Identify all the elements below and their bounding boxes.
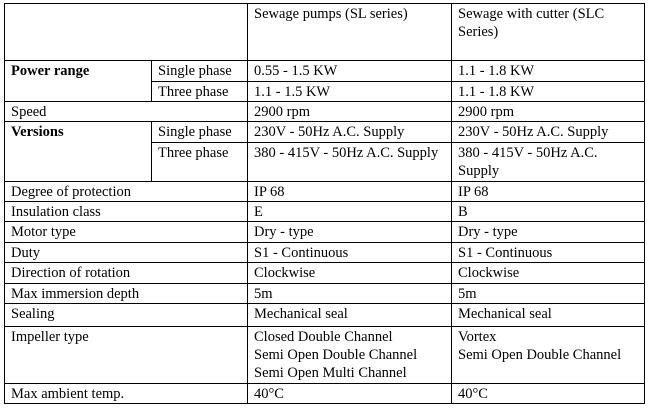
header-empty-cell — [5, 4, 248, 61]
power-three-phase-label: Three phase — [152, 82, 248, 102]
immersion-slc-value: 5m — [452, 284, 645, 304]
speed-sl-value: 2900 rpm — [248, 102, 452, 122]
power-single-phase-label: Single phase — [152, 61, 248, 82]
power-single-sl-value: 0.55 - 1.5 KW — [248, 61, 452, 82]
impeller-slc-line: Vortex — [458, 329, 497, 345]
immersion-row — [5, 284, 645, 304]
duty-slc-value: S1 - Continuous — [452, 243, 645, 263]
power-three-slc-value: 1.1 - 1.8 KW — [452, 82, 645, 102]
impeller-label: Impeller type — [5, 327, 248, 384]
duty-row — [5, 243, 645, 263]
duty-sl-value: S1 - Continuous — [248, 243, 452, 263]
header-slc-series: Sewage with cutter (SLC Series) — [452, 4, 645, 61]
power-range-single-row — [5, 61, 645, 82]
protection-slc-value: IP 68 — [452, 182, 645, 202]
power-single-slc-value: 1.1 - 1.8 KW — [452, 61, 645, 82]
speed-label: Speed — [5, 102, 248, 122]
impeller-sl-line: Closed Double Channel — [254, 329, 393, 345]
power-three-sl-value: 1.1 - 1.5 KW — [248, 82, 452, 102]
impeller-sl-line: Semi Open Multi Channel — [254, 365, 407, 381]
ambient-slc-value: 40°C — [452, 384, 645, 404]
sealing-label: Sealing — [5, 304, 248, 327]
spec-table — [4, 3, 645, 404]
rotation-row — [5, 263, 645, 284]
impeller-sl-cell — [248, 327, 452, 384]
versions-single-phase-label: Single phase — [152, 122, 248, 143]
impeller-slc-cell — [452, 327, 645, 384]
speed-slc-value: 2900 rpm — [452, 102, 645, 122]
ambient-row — [5, 384, 645, 404]
protection-label: Degree of protection — [5, 182, 248, 202]
ambient-label: Max ambient temp. — [5, 384, 248, 404]
protection-row — [5, 182, 645, 202]
immersion-label: Max immersion depth — [5, 284, 248, 304]
immersion-sl-value: 5m — [248, 284, 452, 304]
insulation-label: Insulation class — [5, 202, 248, 222]
sealing-sl-value: Mechanical seal — [248, 304, 452, 327]
versions-single-row — [5, 122, 645, 143]
header-row — [5, 4, 645, 61]
impeller-row — [5, 327, 645, 384]
versions-single-sl-value: 230V - 50Hz A.C. Supply — [248, 122, 452, 143]
versions-single-slc-value: 230V - 50Hz A.C. Supply — [452, 122, 645, 143]
insulation-slc-value: B — [452, 202, 645, 222]
ambient-sl-value: 40°C — [248, 384, 452, 404]
motor-slc-value: Dry - type — [452, 222, 645, 243]
insulation-row — [5, 202, 645, 222]
rotation-sl-value: Clockwise — [248, 263, 452, 284]
protection-sl-value: IP 68 — [248, 182, 452, 202]
versions-three-slc-value: 380 - 415V - 50Hz A.C. Supply — [452, 143, 645, 182]
versions-three-sl-value: 380 - 415V - 50Hz A.C. Supply — [248, 143, 452, 182]
power-range-label: Power range — [5, 61, 152, 102]
speed-row — [5, 102, 645, 122]
impeller-sl-line: Semi Open Double Channel — [254, 347, 418, 363]
sealing-row — [5, 304, 645, 327]
motor-sl-value: Dry - type — [248, 222, 452, 243]
insulation-sl-value: E — [248, 202, 452, 222]
versions-label: Versions — [5, 122, 152, 182]
sealing-slc-value: Mechanical seal — [452, 304, 645, 327]
impeller-slc-line: Semi Open Double Channel — [458, 347, 622, 363]
rotation-slc-value: Clockwise — [452, 263, 645, 284]
versions-three-phase-label: Three phase — [152, 143, 248, 182]
motor-row — [5, 222, 645, 243]
rotation-label: Direction of rotation — [5, 263, 248, 284]
header-sl-series: Sewage pumps (SL series) — [248, 4, 452, 61]
motor-label: Motor type — [5, 222, 248, 243]
duty-label: Duty — [5, 243, 248, 263]
